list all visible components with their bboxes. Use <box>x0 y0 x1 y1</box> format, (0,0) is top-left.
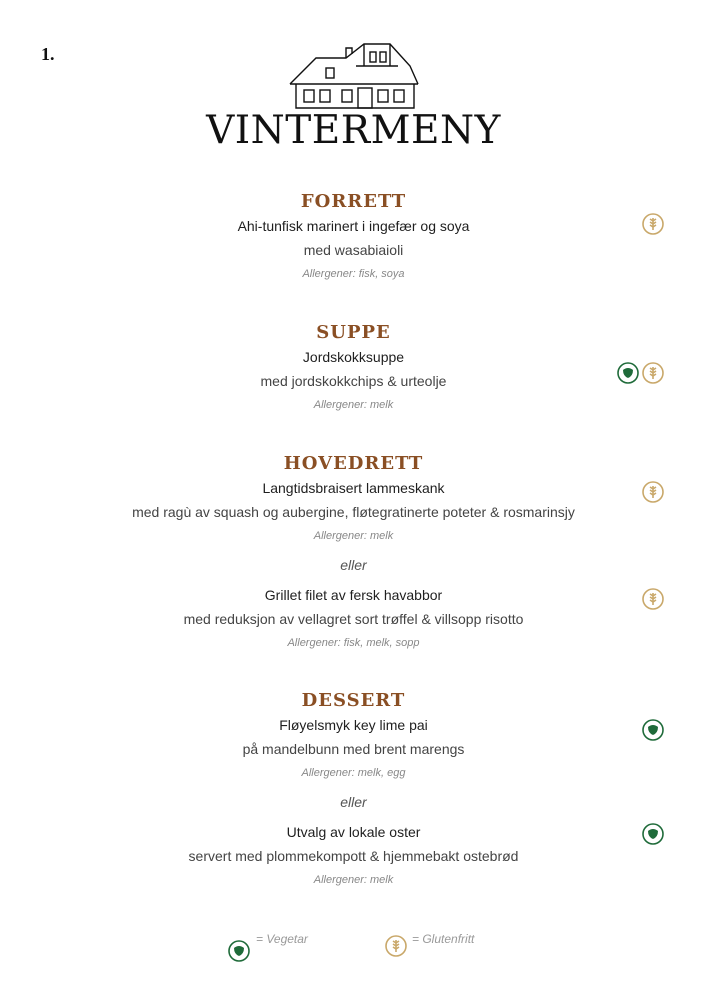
dish-description: med jordskokkchips & urteolje <box>260 373 447 389</box>
section-title: FORRETT <box>300 191 407 212</box>
dish-description: med ragù av squash og aubergine, fløtegratinerte poteter & rosmarinsjy <box>132 504 575 520</box>
or-separator: eller <box>340 557 367 573</box>
section-suppe <box>0 321 707 417</box>
glutenfritt-icon <box>642 481 664 503</box>
house-illustration <box>286 40 422 112</box>
dish-name: Langtidsbraisert lammeskank <box>262 480 445 496</box>
allergens: Allergener: melk <box>313 530 394 542</box>
or-separator: eller <box>340 794 367 810</box>
section-title: DESSERT <box>301 690 406 711</box>
vegetar-icon <box>617 362 639 384</box>
dish-description: med reduksjon av vellagret sort trøffel & villsopp risotto <box>183 611 524 627</box>
allergens: Allergener: fisk, soya <box>302 268 405 280</box>
allergens: Allergener: fisk, melk, sopp <box>287 637 420 649</box>
legend-vegetar: = Vegetar <box>256 932 308 946</box>
dish-description: servert med plommekompott & hjemmebakt ostebrød <box>188 848 519 864</box>
glutenfritt-icon <box>642 362 664 384</box>
dish-name: Utvalg av lokale oster <box>286 824 421 840</box>
section-title: SUPPE <box>316 322 391 343</box>
menu-title: VINTERMENY <box>206 108 501 153</box>
dish-description: på mandelbunn med brent marengs <box>242 741 465 757</box>
dish-name: Jordskokksuppe <box>302 349 405 365</box>
legend-glutenfritt: = Glutenfritt <box>412 932 475 946</box>
allergens: Allergener: melk <box>313 399 394 411</box>
dish-name: Fløyelsmyk key lime pai <box>279 717 428 733</box>
vegetar-icon <box>228 940 250 962</box>
allergens: Allergener: melk, egg <box>301 767 406 779</box>
glutenfritt-icon <box>642 588 664 610</box>
section-dessert <box>0 689 707 892</box>
section-forrett <box>0 190 707 286</box>
dish-description: med wasabiaioli <box>303 242 404 258</box>
glutenfritt-icon <box>642 213 664 235</box>
page-number: 1. <box>41 44 55 64</box>
vegetar-icon <box>642 719 664 741</box>
dish-name: Grillet filet av fersk havabbor <box>264 587 443 603</box>
dish-name: Ahi-tunfisk marinert i ingefær og soya <box>237 218 470 234</box>
section-hovedrett <box>0 452 707 655</box>
glutenfritt-icon <box>385 935 407 957</box>
section-title: HOVEDRETT <box>283 453 424 474</box>
vegetar-icon <box>642 823 664 845</box>
allergens: Allergener: melk <box>313 874 394 886</box>
